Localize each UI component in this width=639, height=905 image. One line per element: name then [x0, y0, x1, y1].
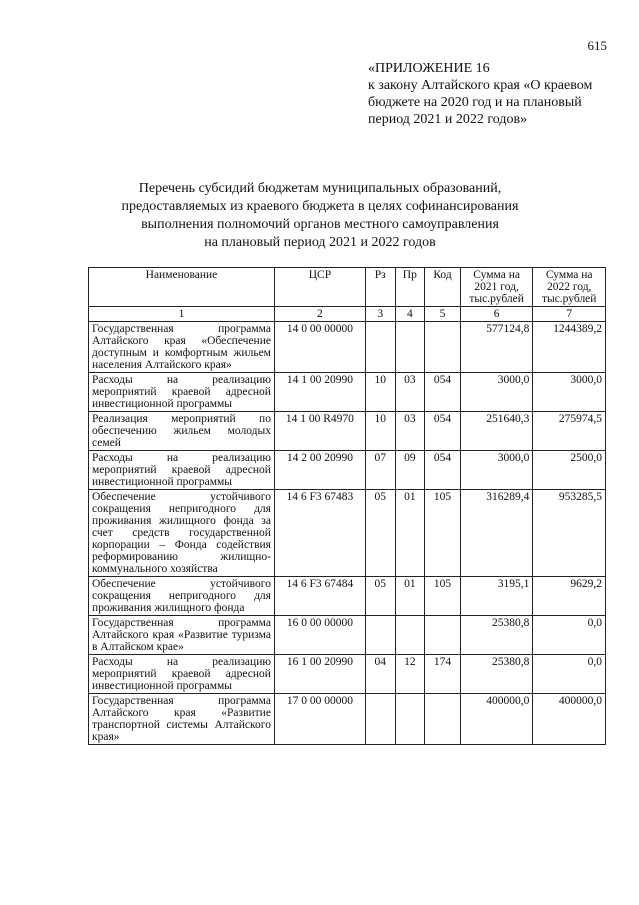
cell-pr: 01: [395, 490, 425, 577]
cell-name: Расходы на реализацию мероприятий краевой адресной инвестиционной программы: [89, 451, 275, 490]
cell-name: Реализация мероприятий по обеспечению жильем молодых семей: [89, 412, 275, 451]
page-number: 615: [587, 38, 607, 53]
cell-s2021: 3000,0: [460, 373, 533, 412]
cell-rz: 07: [365, 451, 395, 490]
cell-name: Обеспечение устойчивого сокращения непригодного для проживания жилищного фонда: [89, 577, 275, 616]
cell-s2021: 3000,0: [460, 451, 533, 490]
table-row: [89, 577, 606, 616]
cell-pr: 03: [395, 373, 425, 412]
cell-pr: 12: [395, 655, 425, 694]
cell-name: Обеспечение устойчивого сокращения непригодного для проживания жилищного фонда за счет средств государственной корпорации – Фонда содействия реформированию жилищно-коммунального хозяйства: [89, 490, 275, 577]
cell-csr: 16 0 00 00000: [274, 616, 365, 655]
cell-code: 105: [425, 490, 461, 577]
table-row: [89, 412, 606, 451]
cell-s2022: 3000,0: [533, 373, 606, 412]
document-title: Перечень субсидий бюджетам муниципальных образований, предоставляемых из краевого бюджета в целях софинансирования выполнения полномочий органов местного самоуправления на плановый период 2021 и 2022 годов: [121, 181, 519, 250]
cell-code: 105: [425, 577, 461, 616]
cell-s2021: 316289,4: [460, 490, 533, 577]
cell-csr: 16 1 00 20990: [274, 655, 365, 694]
cell-name: Государственная программа Алтайского края «Развитие транспортной системы Алтайского края»: [89, 694, 275, 745]
cell-pr: 03: [395, 412, 425, 451]
cell-rz: 05: [365, 490, 395, 577]
cell-csr: 14 2 00 20990: [274, 451, 365, 490]
cell-pr: [395, 322, 425, 373]
cell-code: [425, 694, 461, 745]
table-row: [89, 655, 606, 694]
cell-pr: 01: [395, 577, 425, 616]
cell-rz: [365, 694, 395, 745]
cell-code: 054: [425, 412, 461, 451]
cell-rz: 05: [365, 577, 395, 616]
cell-csr: 14 6 F3 67483: [274, 490, 365, 577]
table-row: [89, 616, 606, 655]
cell-s2021: 25380,8: [460, 616, 533, 655]
table-row: [89, 373, 606, 412]
cell-s2022: 953285,5: [533, 490, 606, 577]
cell-pr: [395, 616, 425, 655]
cell-s2022: 275974,5: [533, 412, 606, 451]
table-row: [89, 451, 606, 490]
cell-s2022: 1244389,2: [533, 322, 606, 373]
cell-code: [425, 616, 461, 655]
cell-pr: [395, 694, 425, 745]
cell-csr: 17 0 00 00000: [274, 694, 365, 745]
cell-s2022: 0,0: [533, 655, 606, 694]
cell-csr: 14 0 00 00000: [274, 322, 365, 373]
cell-csr: 14 1 00 R4970: [274, 412, 365, 451]
cell-s2021: 251640,3: [460, 412, 533, 451]
cell-name: Государственная программа Алтайского края «Обеспечение доступным и комфортным жильем населения Алтайского края»: [89, 322, 275, 373]
appendix-header: «ПРИЛОЖЕНИЕ 16 к закону Алтайского края «О краевом бюджете на 2020 год и на плановый период 2021 и 2022 годов»: [368, 61, 593, 127]
cell-rz: 10: [365, 373, 395, 412]
cell-rz: [365, 616, 395, 655]
cell-rz: [365, 322, 395, 373]
cell-s2022: 0,0: [533, 616, 606, 655]
cell-name: Расходы на реализацию мероприятий краевой адресной инвестиционной программы: [89, 373, 275, 412]
cell-s2022: 9629,2: [533, 577, 606, 616]
table-row: [89, 694, 606, 745]
cell-code: 054: [425, 373, 461, 412]
subsidies-table: Наименование ЦСР Рз Пр Код Сумма на 2021 год, тыс.рублей Сумма на 2022 год, тыс.рублей 1 2 3 4 5 6 7 Государственная программа Алтайского края «Обеспечение доступным и комфортным жильем населения Алтайского края» 14 0 00 00000 577124,8 1244389,2 Расходы на реализацию мероприятий краевой адресной инвестиционной программы 14 1 00 20990 10 03 054 3000,0 3000,0 Реализация мероприятий по обеспечению жильем молодых семей 14 1 00 R4970 10 03 054 251640,3 275974,5 Расходы на реализацию мероприятий краевой адресной инвестиционной программы 14 2 00 20990 07 09 054 3000,0 2500,0 Обеспечение устойчивого сокращения непригодного для проживания жилищного фонда за счет средств государственной корпорации – Фонда содействия реформированию жилищно-коммунального хозяйства 14 6 F3 67483 05 01 105 316289,4 953285,5 Обеспечение устойчивого сокращения непригодного для проживания жилищного фонда 14 6 F3 67484 05 01 105 3195,1 9629,2 Государственная программа Алтайского края «Развитие туризма в Алтайском крае» 16 0 00 00000 25380,8 0,0 Расходы на реализацию мероприятий краевой адресной инвестиционной программы 16 1 00 20990 04 12 174 25380,8 0,0 Государственная программа Алтайского края «Развитие транспортной системы Алтайского края» 17 0 00 00000 400000,0 400000,0: [88, 267, 606, 745]
cell-code: [425, 322, 461, 373]
table-row: [89, 322, 606, 373]
cell-s2021: 3195,1: [460, 577, 533, 616]
table-row: [89, 490, 606, 577]
cell-csr: 14 6 F3 67484: [274, 577, 365, 616]
cell-s2021: 577124,8: [460, 322, 533, 373]
cell-pr: 09: [395, 451, 425, 490]
cell-csr: 14 1 00 20990: [274, 373, 365, 412]
cell-name: Расходы на реализацию мероприятий краевой адресной инвестиционной программы: [89, 655, 275, 694]
cell-code: 174: [425, 655, 461, 694]
cell-s2022: 400000,0: [533, 694, 606, 745]
cell-s2021: 400000,0: [460, 694, 533, 745]
cell-name: Государственная программа Алтайского края «Развитие туризма в Алтайском крае»: [89, 616, 275, 655]
cell-rz: 10: [365, 412, 395, 451]
cell-s2022: 2500,0: [533, 451, 606, 490]
cell-rz: 04: [365, 655, 395, 694]
cell-code: 054: [425, 451, 461, 490]
cell-s2021: 25380,8: [460, 655, 533, 694]
